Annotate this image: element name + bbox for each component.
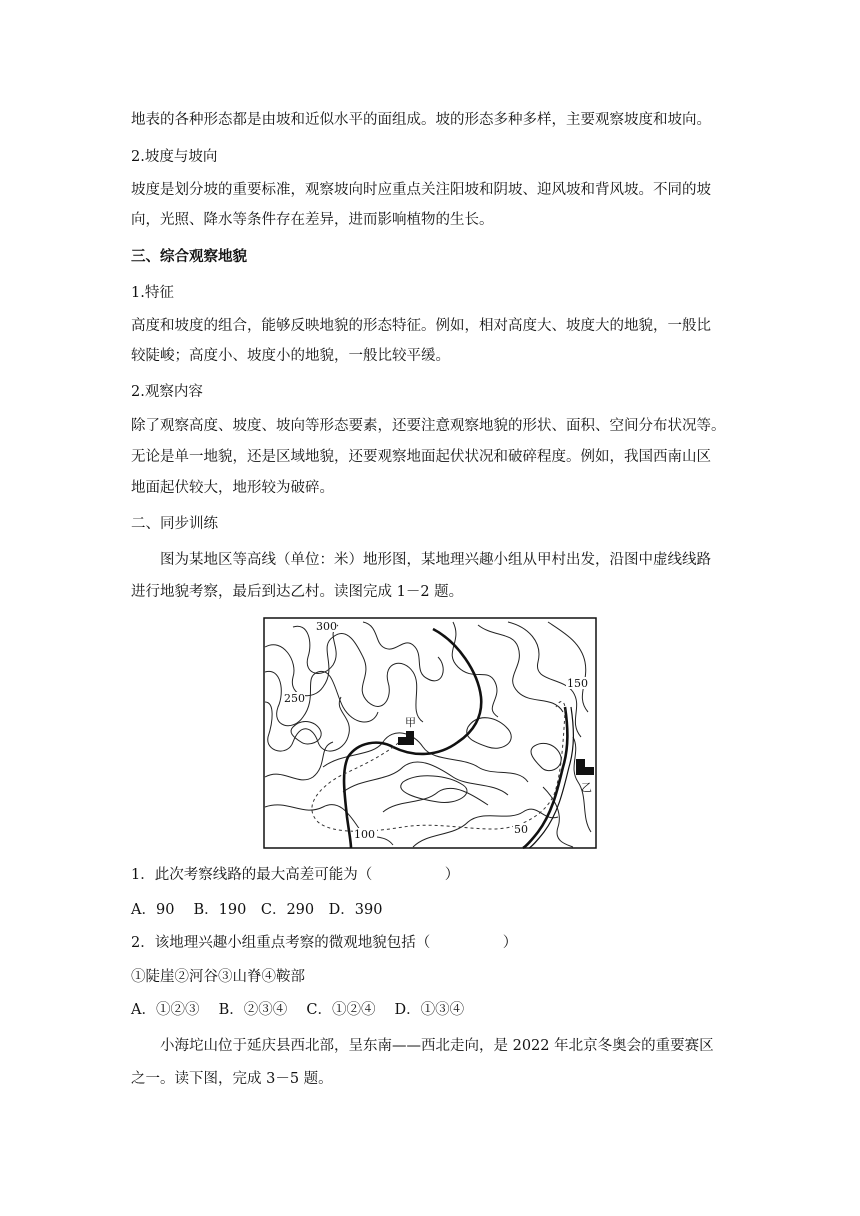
paragraph-xiaohaituo-line1: 小海坨山位于延庆县西北部，呈东南——西北走向，是 2022 年北京冬奥会的重要赛区 [160, 1038, 714, 1054]
contour-map [263, 617, 597, 849]
contour-label-250: 250 [284, 692, 305, 705]
paragraph-slope-line2: 向，光照、降水等条件存在差异，进而影响植物的生长。 [131, 212, 494, 228]
question-1: 1．此次考察线路的最大高差可能为（ ） [131, 867, 460, 883]
paragraph-map-intro-line2: 进行地貌考察，最后到达乙村。读图完成 1－2 题。 [131, 584, 464, 600]
paragraph-observation-line1: 除了观察高度、坡度、坡向等形态要素，还要注意观察地貌的形状、面积、空间分布状况等。 [131, 418, 726, 434]
village-label-yi: 乙 [581, 781, 592, 794]
paragraph-features-line2: 较陡峻；高度小、坡度小的地貌，一般比较平缓。 [131, 348, 450, 364]
paragraph-landform-surfaces: 地表的各种形态都是由坡和近似水平的面组成。坡的形态多种多样，主要观察坡度和坡向。 [131, 112, 711, 128]
question-2: 2．该地理兴趣小组重点考察的微观地貌包括（ ） [131, 935, 518, 951]
paragraph-map-intro-line1: 图为某地区等高线（单位：米）地形图，某地理兴趣小组从甲村出发，沿图中虚线线路 [160, 552, 711, 568]
section-heading-comprehensive: 三、综合观察地貌 [131, 248, 247, 265]
contour-label-50: 50 [514, 823, 528, 836]
paragraph-observation-line2: 无论是单一地貌，还是区域地貌，还要观察地面起伏状况和破碎程度。例如，我国西南山区 [131, 449, 711, 465]
question-2-options: A．①②③ B．②③④ C．①②④ D．①③④ [131, 1002, 465, 1018]
question-1-options: A．90 B．190 C．290 D．390 [131, 902, 383, 918]
village-label-jia: 甲 [405, 716, 416, 729]
contour-label-150: 150 [567, 677, 588, 690]
paragraph-slope-line1: 坡度是划分坡的重要标准，观察坡向时应重点关注阳坡和阴坡、迎风坡和背风坡。不同的坡 [131, 182, 711, 198]
contour-label-300: 300 [316, 620, 337, 633]
paragraph-features-line1: 高度和坡度的组合，能够反映地貌的形态特征。例如，相对高度大、坡度大的地貌，一般比 [131, 318, 711, 334]
contour-label-100: 100 [354, 828, 375, 841]
question-2-items: ①陡崖②河谷③山脊④鞍部 [131, 969, 305, 985]
paragraph-observation-line3: 地面起伏较大，地形较为破碎。 [131, 480, 334, 496]
heading-observation-content: 2.观察内容 [131, 384, 203, 400]
heading-features: 1.特征 [131, 285, 174, 301]
section-heading-training: 二、同步训练 [131, 516, 218, 532]
heading-slope-aspect: 2.坡度与坡向 [131, 149, 218, 165]
paragraph-xiaohaituo-line2: 之一。读下图，完成 3－5 题。 [131, 1071, 333, 1087]
